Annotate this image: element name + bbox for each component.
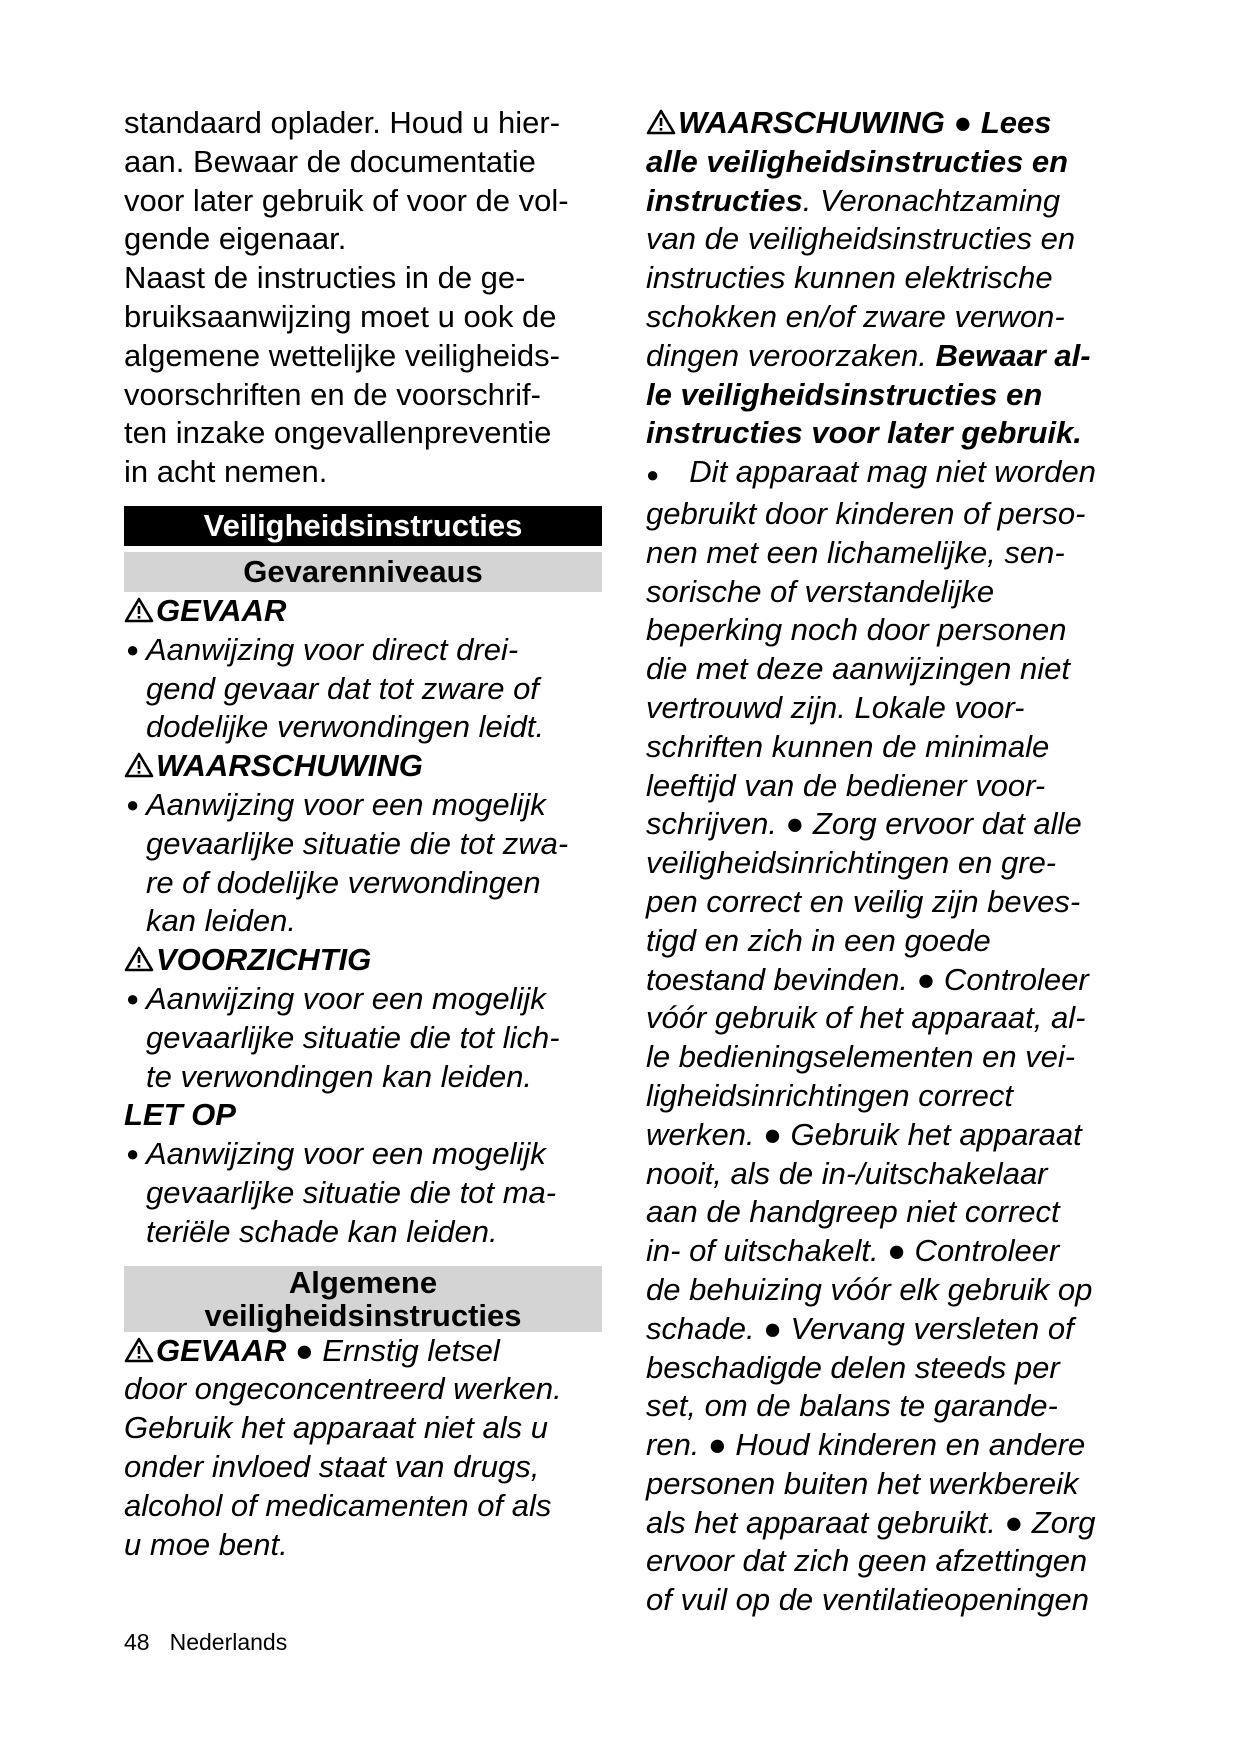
- text-line: gevaarlijke situatie die tot zwa-: [146, 825, 569, 861]
- text-line: onder invloed staat van drugs,: [124, 1448, 540, 1484]
- text-line: schrijven. ● Zorg ervoor dat alle: [646, 806, 1082, 842]
- text-line: dodelijke verwondingen leidt.: [146, 709, 545, 745]
- text-line: [124, 1332, 602, 1371]
- text-line: die met deze aanwijzingen niet: [646, 651, 1070, 687]
- text-line: pen correct en veilig zijn beves-: [646, 883, 1081, 919]
- text-line: [646, 337, 1146, 376]
- subsection-title: Gevarenniveaus: [124, 552, 602, 592]
- text-line: vóór gebruik of het apparaat, al-: [646, 1000, 1086, 1036]
- text-line: als het apparaat gebruikt. ● Zorg: [646, 1504, 1096, 1540]
- text-line: schriften kunnen de minimale: [646, 728, 1050, 764]
- text-line: werken. ● Gebruik het apparaat: [646, 1116, 1082, 1152]
- general-safety-title-line: Algemene: [288, 1264, 438, 1300]
- hazard-heading-text: WAARSCHUWING: [678, 105, 945, 140]
- text-line: veiligheidsinrichtingen en gre-: [646, 845, 1057, 881]
- text-line: kan leiden.: [146, 903, 296, 939]
- text-line: instructies kunnen elektrische: [646, 260, 1053, 296]
- text-line: set, om de balans te garande-: [646, 1388, 1058, 1424]
- hazard-heading-text: GEVAAR: [156, 592, 287, 628]
- text-line: van de veiligheidsinstructies en: [646, 221, 1076, 257]
- text-line: door ongeconcentreerd werken.: [124, 1371, 562, 1407]
- text-line: re of dodelijke verwondingen: [146, 864, 541, 900]
- text-line: gevaarlijke situatie die tot lich-: [146, 1019, 560, 1055]
- page-number: 48: [124, 1629, 150, 1655]
- page-footer: [124, 1628, 287, 1656]
- text-line: aan de handgreep niet correct: [646, 1194, 1060, 1230]
- warning-triangle-icon: [124, 1337, 154, 1363]
- text-line: te verwondingen kan leiden.: [146, 1058, 533, 1094]
- text-line: gende eigenaar.: [124, 221, 347, 257]
- bullet-icon: ●: [126, 791, 140, 817]
- text-fragment: Bewaar al-: [935, 337, 1091, 373]
- text-line: ten inzake ongevallenpreventie: [124, 415, 552, 451]
- hazard-heading-text: VOORZICHTIG: [156, 942, 372, 978]
- hazard-level-warning: [124, 747, 602, 941]
- text-line: ren. ● Houd kinderen en andere: [646, 1427, 1086, 1463]
- section-title: Veiligheidsinstructies: [124, 506, 602, 546]
- intro-paragraph: [124, 104, 602, 492]
- hazard-heading-text: WAARSCHUWING: [156, 748, 423, 784]
- text-line: of vuil op de ventilatieopeningen: [646, 1582, 1089, 1618]
- warning-triangle-icon: [124, 946, 154, 972]
- text-line: beperking noch door personen: [646, 612, 1067, 648]
- text-line: in acht nemen.: [124, 454, 328, 490]
- text-line: Aanwijzing voor een mogelijk: [146, 786, 546, 822]
- text-line: beschadigde delen steeds per: [646, 1349, 1060, 1385]
- text-line: instructies voor later gebruik.: [646, 415, 1082, 451]
- hazard-level-caution: [124, 941, 602, 1096]
- text-fragment: . Veronachtzaming: [802, 182, 1061, 218]
- hazard-bullet: [124, 1135, 602, 1251]
- text-line: leeftijd van de bediener voor-: [646, 767, 1046, 803]
- hazard-bullet: [124, 786, 602, 941]
- text-line: Gebruik het apparaat niet als u: [124, 1410, 548, 1446]
- hazard-level-danger: [124, 592, 602, 747]
- bullet-icon: ●: [126, 636, 140, 662]
- text-line: nen met een lichamelijke, sen-: [646, 534, 1065, 570]
- general-safety-title: [124, 1266, 602, 1332]
- hazard-heading: [124, 941, 602, 980]
- text-fragment: ● Ernstig letsel: [286, 1332, 500, 1368]
- warning-triangle-icon: [124, 752, 154, 778]
- text-line: tigd en zich in een goede: [646, 922, 991, 958]
- text-line: vertrouwd zijn. Lokale voor-: [646, 689, 1025, 725]
- text-line: toestand bevinden. ● Controleer: [646, 961, 1089, 997]
- text-line: Aanwijzing voor direct drei-: [146, 631, 519, 667]
- warning-triangle-icon: [124, 597, 154, 623]
- text-line: alle veiligheidsinstructies en: [646, 143, 1069, 179]
- bullet-icon: ●: [126, 985, 140, 1011]
- hazard-heading: [124, 592, 602, 631]
- bullet-icon: ●: [646, 462, 660, 488]
- hazard-level-notice: [124, 1096, 602, 1251]
- right-column: [646, 104, 1146, 1620]
- bullet-icon: ●: [126, 1141, 140, 1167]
- text-line: algemene wettelijke veiligheids-: [124, 337, 560, 373]
- text-line: gevaarlijke situatie die tot ma-: [146, 1174, 557, 1210]
- hazard-bullet: [124, 980, 602, 1096]
- text-line: nooit, als de in-/uitschakelaar: [646, 1155, 1048, 1191]
- text-line: u moe bent.: [124, 1526, 288, 1562]
- text-line: le veiligheidsinstructies en: [646, 376, 1043, 412]
- text-line: schokken en/of zware verwon-: [646, 298, 1065, 334]
- text-line: le bedieningselementen en vei-: [646, 1039, 1076, 1075]
- general-safety-paragraph: [124, 1332, 602, 1565]
- text-line: ligheidsinrichtingen correct: [646, 1077, 1014, 1113]
- text-line: aan. Bewaar de documentatie: [124, 143, 536, 179]
- text-line: Aanwijzing voor een mogelijk: [146, 980, 546, 1016]
- text-line: alcohol of medicamenten of als: [124, 1487, 552, 1523]
- general-safety-title-line: veiligheidsinstructies: [204, 1297, 522, 1333]
- text-line: gebruikt door kinderen of perso-: [646, 495, 1086, 531]
- text-line: sorische of verstandelijke: [646, 573, 995, 609]
- text-line: Naast de instructies in de ge-: [124, 260, 526, 296]
- text-fragment: Dit apparaat mag niet worden: [689, 454, 1096, 490]
- text-fragment: instructies: [646, 182, 803, 218]
- left-column: [124, 104, 602, 1564]
- hazard-heading-text: GEVAAR: [156, 1332, 287, 1368]
- text-line: [646, 182, 1146, 221]
- text-line: bruiksaanwijzing moet u ook de: [124, 298, 557, 334]
- text-line: gend gevaar dat tot zware of: [146, 670, 539, 706]
- footer-language: Nederlands: [169, 1629, 288, 1655]
- text-line: [646, 453, 1146, 495]
- hazard-bullet: [124, 631, 602, 747]
- warning-triangle-icon: [646, 109, 676, 135]
- text-line: schade. ● Vervang versleten of: [646, 1310, 1074, 1346]
- text-line: voor later gebruik of voor de vol-: [124, 182, 569, 218]
- text-fragment: ● Lees: [944, 105, 1052, 140]
- text-line: ervoor dat zich geen afzettingen: [646, 1543, 1088, 1579]
- hazard-heading-text: LET OP: [124, 1097, 236, 1133]
- hazard-heading: [124, 747, 602, 786]
- text-line: standaard oplader. Houd u hier-: [124, 105, 561, 140]
- text-line: personen buiten het werkbereik: [646, 1465, 1079, 1501]
- text-line: Aanwijzing voor een mogelijk: [146, 1136, 546, 1172]
- text-line: voorschriften en de voorschrif-: [124, 376, 541, 412]
- text-line: de behuizing vóór elk gebruik op: [646, 1271, 1093, 1307]
- text-fragment: dingen veroorzaken.: [646, 337, 936, 373]
- text-line: teriële schade kan leiden.: [146, 1213, 498, 1249]
- text-line: in- of uitschakelt. ● Controleer: [646, 1233, 1060, 1269]
- text-line: [646, 104, 1146, 143]
